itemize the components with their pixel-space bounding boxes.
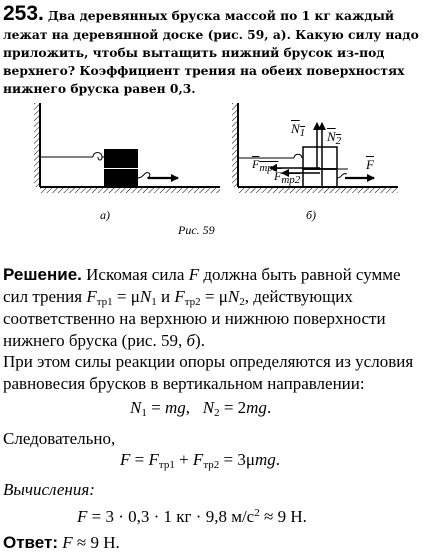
problem-text: Два деревянных бруска массой по 1 кг каждый лежат на деревянной доске (рис. 59, а). Какую силу надо приложить, чтобы вытащить нижний брусок из-под верхнего? Коэффициент трения на обеих поверхностях нижнего бруска равен 0,3. bbox=[3, 8, 419, 96]
problem-statement bbox=[3, 2, 423, 98]
solution-paragraph-3: Следовательно, bbox=[3, 429, 116, 448]
answer-label: Ответ: bbox=[3, 533, 58, 552]
hook-a bbox=[93, 153, 102, 161]
label-f: F bbox=[366, 157, 374, 172]
upper-block-a bbox=[104, 149, 138, 168]
equation-total-force: $F = F_{тр1} + F_{тр2} = 3\mu mg$. bbox=[120, 450, 280, 471]
label-ftr2: $F_{тр2}$ bbox=[274, 169, 301, 186]
diagram-b bbox=[232, 103, 398, 193]
equation-calculation: F = 3 · 0,3 · 1 кг · 9,8 $м/с^2 \approx 9$ Н. bbox=[77, 507, 307, 526]
answer: Ответ: F ≈ 9 Н. bbox=[3, 533, 120, 552]
equation-normal-forces: $N_1$ = mg, $N_2 = 2mg$. bbox=[130, 398, 272, 419]
upper-block-b bbox=[303, 147, 337, 169]
label-ftr1: $F_{тр1}$ bbox=[252, 157, 279, 174]
label-n2: $N_2$ bbox=[327, 129, 342, 147]
solution-paragraph-1: Решение. Искомая сила F должна быть равной сумме сил трения $F_{тр1} = \mu N_1$ и $F_{тр2} = \mu N_2$, действующих соответственно на верхнюю и нижнюю поверхности нижнего бруска (рис. 59, б). bbox=[3, 265, 401, 350]
lower-block-a bbox=[104, 169, 138, 187]
figure-label-a: а) bbox=[100, 208, 110, 222]
label-n1: $N_1$ bbox=[291, 121, 306, 139]
diagram-a bbox=[34, 103, 220, 193]
figure-label-b: б) bbox=[306, 208, 317, 222]
problem-number: 253. bbox=[3, 2, 44, 25]
figure-caption: Рис. 59 bbox=[178, 223, 215, 237]
figure-59 bbox=[20, 95, 415, 240]
lower-block-b bbox=[303, 169, 337, 187]
calc-heading: Вычисления: bbox=[3, 480, 95, 499]
figure-drawing bbox=[20, 95, 415, 205]
solution-heading: Решение. bbox=[3, 265, 82, 284]
solution-paragraph-2: При этом силы реакции опоры определяются из условия равновесия брусков в вертикальном направлении: bbox=[3, 352, 414, 393]
